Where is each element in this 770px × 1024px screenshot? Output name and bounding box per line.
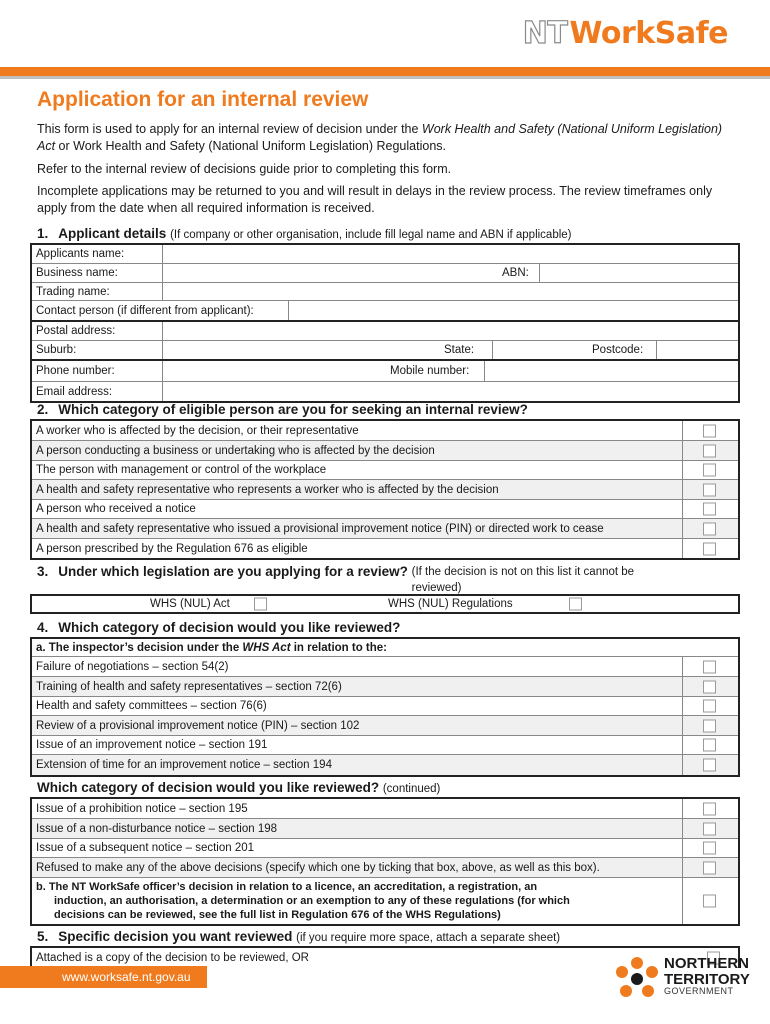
abn-field[interactable] bbox=[539, 264, 738, 282]
applicant-details-table bbox=[30, 243, 740, 403]
checkbox[interactable] bbox=[703, 464, 716, 477]
section-5-heading: 5. Specific decision you want reviewed (if you require more space, attach a separate sheet) bbox=[37, 929, 561, 944]
trading-name-row: Trading name: bbox=[32, 283, 738, 301]
section-1-heading: 1. Applicant details (If company or other organisation, include fill legal name and ABN if applicable) bbox=[37, 226, 572, 241]
sub-heading-a: a. The inspector’s decision under the WHS Act in relation to the: bbox=[32, 639, 738, 657]
decision-category-table-continued bbox=[30, 797, 740, 926]
checkbox[interactable] bbox=[703, 895, 716, 908]
legislation-table bbox=[30, 594, 740, 614]
phone-field[interactable] bbox=[162, 361, 383, 381]
business-name-row: Business name: ABN: bbox=[32, 264, 738, 283]
email-row: Email address: bbox=[32, 382, 738, 401]
suburb-field[interactable] bbox=[162, 341, 443, 359]
section-2-heading: 2. Which category of eligible person are you for seeking an internal review? bbox=[37, 402, 528, 417]
nt-government-logo: NORTHERN TERRITORY GOVERNMENT bbox=[612, 955, 762, 1000]
list-item: Health and safety committees – section 76(6) bbox=[32, 697, 738, 716]
intro-paragraph-1: This form is used to apply for an internal review of decision under the Work Health and Safety (National Uniform Legislation) Act or Work Health and Safety (National Uniform Legislation) Regulations. bbox=[37, 122, 723, 153]
list-item: A health and safety representative who issued a provisional improvement notice (PIN) or directed work to cease bbox=[32, 519, 738, 539]
checkbox[interactable] bbox=[703, 424, 716, 437]
postcode-field[interactable] bbox=[656, 341, 738, 359]
option-whs-act-label: WHS (NUL) Act bbox=[150, 598, 230, 610]
logo-nt: NT bbox=[522, 16, 568, 51]
logo-worksafe: WorkSafe bbox=[569, 16, 728, 51]
suburb-row: Suburb: State: Postcode: bbox=[32, 341, 738, 361]
decision-category-table bbox=[30, 637, 740, 777]
checkbox[interactable] bbox=[703, 680, 716, 693]
list-item: Issue of a non-disturbance notice – section 198 bbox=[32, 819, 738, 839]
mobile-field[interactable] bbox=[484, 361, 738, 381]
postal-address-field[interactable] bbox=[162, 322, 738, 340]
list-item: Extension of time for an improvement notice – section 194 bbox=[32, 755, 738, 775]
checkbox[interactable] bbox=[703, 861, 716, 874]
list-item: Failure of negotiations – section 54(2) bbox=[32, 657, 738, 677]
list-item: A person prescribed by the Regulation 676 as eligible bbox=[32, 539, 738, 558]
list-item: A worker who is affected by the decision, or their representative bbox=[32, 421, 738, 441]
email-field[interactable] bbox=[162, 382, 738, 401]
footer-url[interactable]: www.worksafe.nt.gov.au bbox=[0, 966, 207, 988]
eligible-person-table bbox=[30, 419, 740, 560]
postal-address-row: Postal address: bbox=[32, 322, 738, 341]
list-item: Review of a provisional improvement notice (PIN) – section 102 bbox=[32, 716, 738, 736]
list-item: Issue of a subsequent notice – section 201 bbox=[32, 839, 738, 858]
checkbox[interactable] bbox=[703, 444, 716, 457]
option-whs-regs-label: WHS (NUL) Regulations bbox=[388, 598, 513, 610]
list-item: A person who received a notice bbox=[32, 500, 738, 519]
trading-name-field[interactable] bbox=[162, 283, 738, 300]
checkbox[interactable] bbox=[703, 503, 716, 516]
checkbox[interactable] bbox=[703, 522, 716, 535]
whs-act-checkbox[interactable] bbox=[254, 598, 267, 611]
section-4-heading: 4. Which category of decision would you like reviewed? bbox=[37, 620, 401, 635]
checkbox[interactable] bbox=[703, 660, 716, 673]
checkbox[interactable] bbox=[703, 802, 716, 815]
intro-paragraph-3: Incomplete applications may be returned to you and will result in delays in the review process. The review timeframes only apply from the date when all required information is received. bbox=[37, 184, 713, 215]
checkbox[interactable] bbox=[703, 542, 716, 555]
checkbox[interactable] bbox=[703, 739, 716, 752]
nt-government-flower-icon bbox=[612, 955, 662, 1000]
list-item: A health and safety representative who represents a worker who is affected by the decision bbox=[32, 480, 738, 500]
state-field[interactable] bbox=[492, 341, 578, 359]
checkbox[interactable] bbox=[703, 759, 716, 772]
sub-heading-b: b. The NT WorkSafe officer’s decision in relation to a licence, an accreditation, a registration, an induction, an authorisation, a determination or an exemption to any of these regulations (for which decisions can be reviewed, see the full list in Regulation 676 of the WHS Regulations) bbox=[32, 878, 738, 924]
specific-decision-table: Attached is a copy of the decision to be reviewed, OR bbox=[30, 946, 740, 968]
list-item: The person with management or control of the workplace bbox=[32, 461, 738, 480]
checkbox[interactable] bbox=[703, 719, 716, 732]
list-item: Training of health and safety representatives – section 72(6) bbox=[32, 677, 738, 697]
list-item: Refused to make any of the above decisions (specify which one by ticking that box, above, as well as this box). bbox=[32, 858, 738, 878]
business-name-field[interactable] bbox=[162, 264, 488, 282]
header-rule bbox=[0, 67, 770, 76]
contact-person-row: Contact person (if different from applicant): bbox=[32, 301, 738, 322]
checkbox[interactable] bbox=[703, 842, 716, 855]
checkbox[interactable] bbox=[703, 483, 716, 496]
intro-paragraph-2: Refer to the internal review of decisions guide prior to completing this form. bbox=[37, 162, 452, 176]
applicants-name-field[interactable] bbox=[162, 245, 738, 263]
section-4-continued-heading: Which category of decision would you like reviewed? (continued) bbox=[37, 780, 441, 795]
section-3-heading: 3. Under which legislation are you applying for a review? (If the decision is not on this list it cannot be reviewed) bbox=[37, 564, 635, 594]
contact-person-field[interactable] bbox=[288, 301, 738, 320]
nt-worksafe-logo bbox=[523, 16, 728, 52]
applicants-name-row: Applicants name: bbox=[32, 245, 738, 264]
list-item: A person conducting a business or undertaking who is affected by the decision bbox=[32, 441, 738, 461]
phone-row: Phone number: Mobile number: bbox=[32, 361, 738, 382]
page-title: Application for an internal review bbox=[37, 88, 369, 111]
list-item: Issue of an improvement notice – section 191 bbox=[32, 736, 738, 755]
whs-regulations-checkbox[interactable] bbox=[569, 598, 582, 611]
checkbox[interactable] bbox=[703, 700, 716, 713]
checkbox[interactable] bbox=[703, 822, 716, 835]
list-item: Issue of a prohibition notice – section 195 bbox=[32, 799, 738, 819]
